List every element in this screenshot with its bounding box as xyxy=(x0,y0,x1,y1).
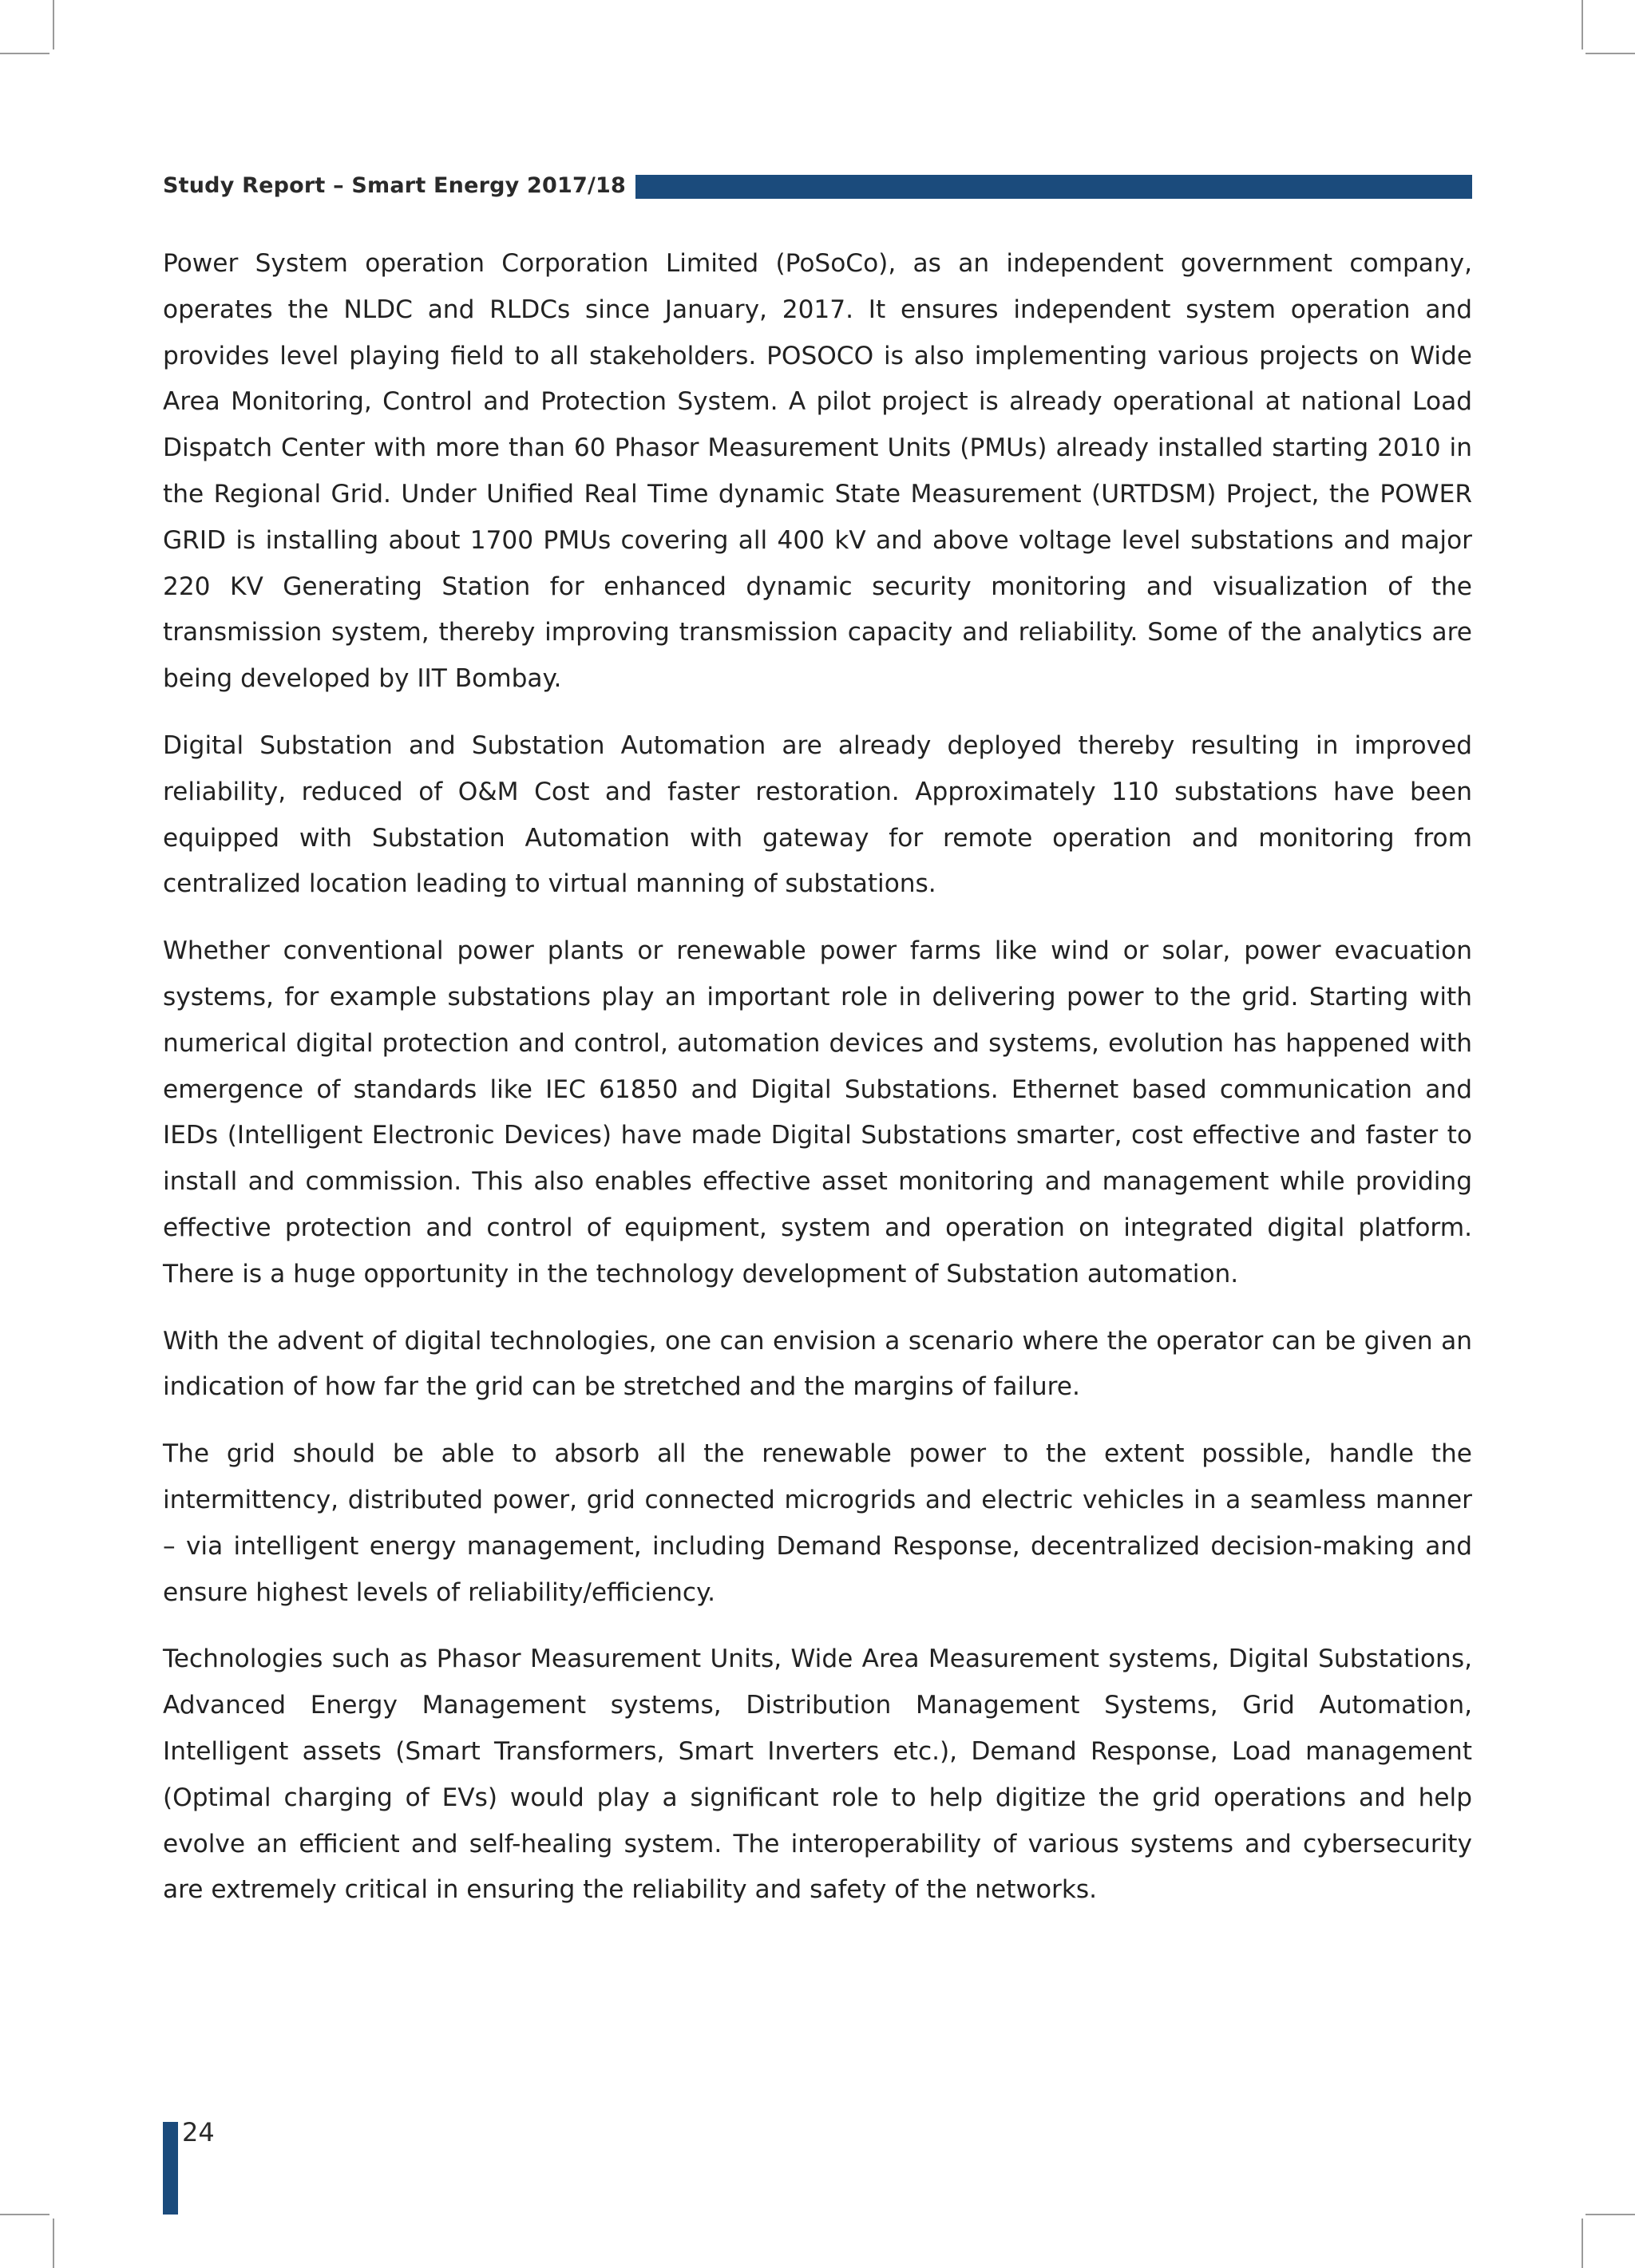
crop-mark xyxy=(53,2219,54,2268)
running-header xyxy=(163,171,1472,200)
page-number: 24 xyxy=(182,2117,215,2147)
report-title: Study Report – Smart Energy 2017/18 xyxy=(163,172,627,198)
paragraph: Technologies such as Phasor Measurement Units, Wide Area Measurement systems, Digital Substations, Advanced Energy Management systems, Distribution Management Systems, Grid Automation, Intelligent assets (Smart Transformers, Smart Inverters etc.), Demand Response, Load management (Optimal charging of EVs) would play a significant role to help digitize the grid operations and help evolve an efficient and self-healing system. The interoperability of various systems and cybersecurity are extremely critical in ensuring the reliability and safety of the networks. xyxy=(163,1645,1472,1905)
footer-accent-bar xyxy=(163,2122,178,2215)
crop-mark xyxy=(1582,2219,1583,2268)
crop-mark xyxy=(53,0,54,49)
crop-mark xyxy=(1586,2214,1635,2215)
paragraph: Digital Substation and Substation Automation are already deployed thereby resulting in improved reliability, reduced of O&M Cost and faster restoration. Approximately 110 substations have been equipped with Substation Automation with gateway for remote operation and monitoring from centralized location leading to virtual manning of substations. xyxy=(163,730,1472,899)
crop-mark xyxy=(0,2214,49,2215)
paragraph: With the advent of digital technologies, one can envision a scenario where the operator can be given an indication of how far the grid can be stretched and the margins of failure. xyxy=(163,1326,1472,1402)
crop-mark xyxy=(0,53,49,54)
crop-mark xyxy=(1586,53,1635,54)
paragraph: The grid should be able to absorb all the renewable power to the extent possible, handle the intermittency, distributed power, grid connected microgrids and electric vehicles in a seamless manner – via intelligent energy management, including Demand Response, decentralized decision-making and ensure highest levels of reliability/efficiency. xyxy=(163,1439,1472,1607)
crop-mark xyxy=(1582,0,1583,49)
body-text xyxy=(163,241,1472,1934)
paragraph: Power System operation Corporation Limited (PoSoCo), as an independent government company, operates the NLDC and RLDCs since January, 2017. It ensures independent system operation and provides level playing field to all stakeholders. POSOCO is also implementing various projects on Wide Area Monitoring, Control and Protection System. A pilot project is already operational at national Load Dispatch Center with more than 60 Phasor Measurement Units (PMUs) already installed starting 2010 in the Regional Grid. Under Unified Real Time dynamic State Measurement (URTDSM) Project, the POWER GRID is installing about 1700 PMUs covering all 400 kV and above voltage level substations and major 220 KV Generating Station for enhanced dynamic security monitoring and visualization of the transmission system, thereby improving transmission capacity and reliability. Some of the analytics are being developed by IIT Bombay. xyxy=(163,249,1472,694)
paragraph: Whether conventional power plants or renewable power farms like wind or solar, power evacuation systems, for example substations play an important role in delivering power to the grid. Starting with numerical digital protection and control, automation devices and systems, evolution has happened with emergence of standards like IEC 61850 and Digital Substations. Ethernet based communication and IEDs (Intelligent Electronic Devices) have made Digital Substations smarter, cost effective and faster to install and commission. This also enables effective asset monitoring and management while providing effective protection and control of equipment, system and operation on integrated digital platform. There is a huge opportunity in the technology development of Substation automation. xyxy=(163,936,1472,1288)
header-accent-bar xyxy=(635,175,1472,199)
